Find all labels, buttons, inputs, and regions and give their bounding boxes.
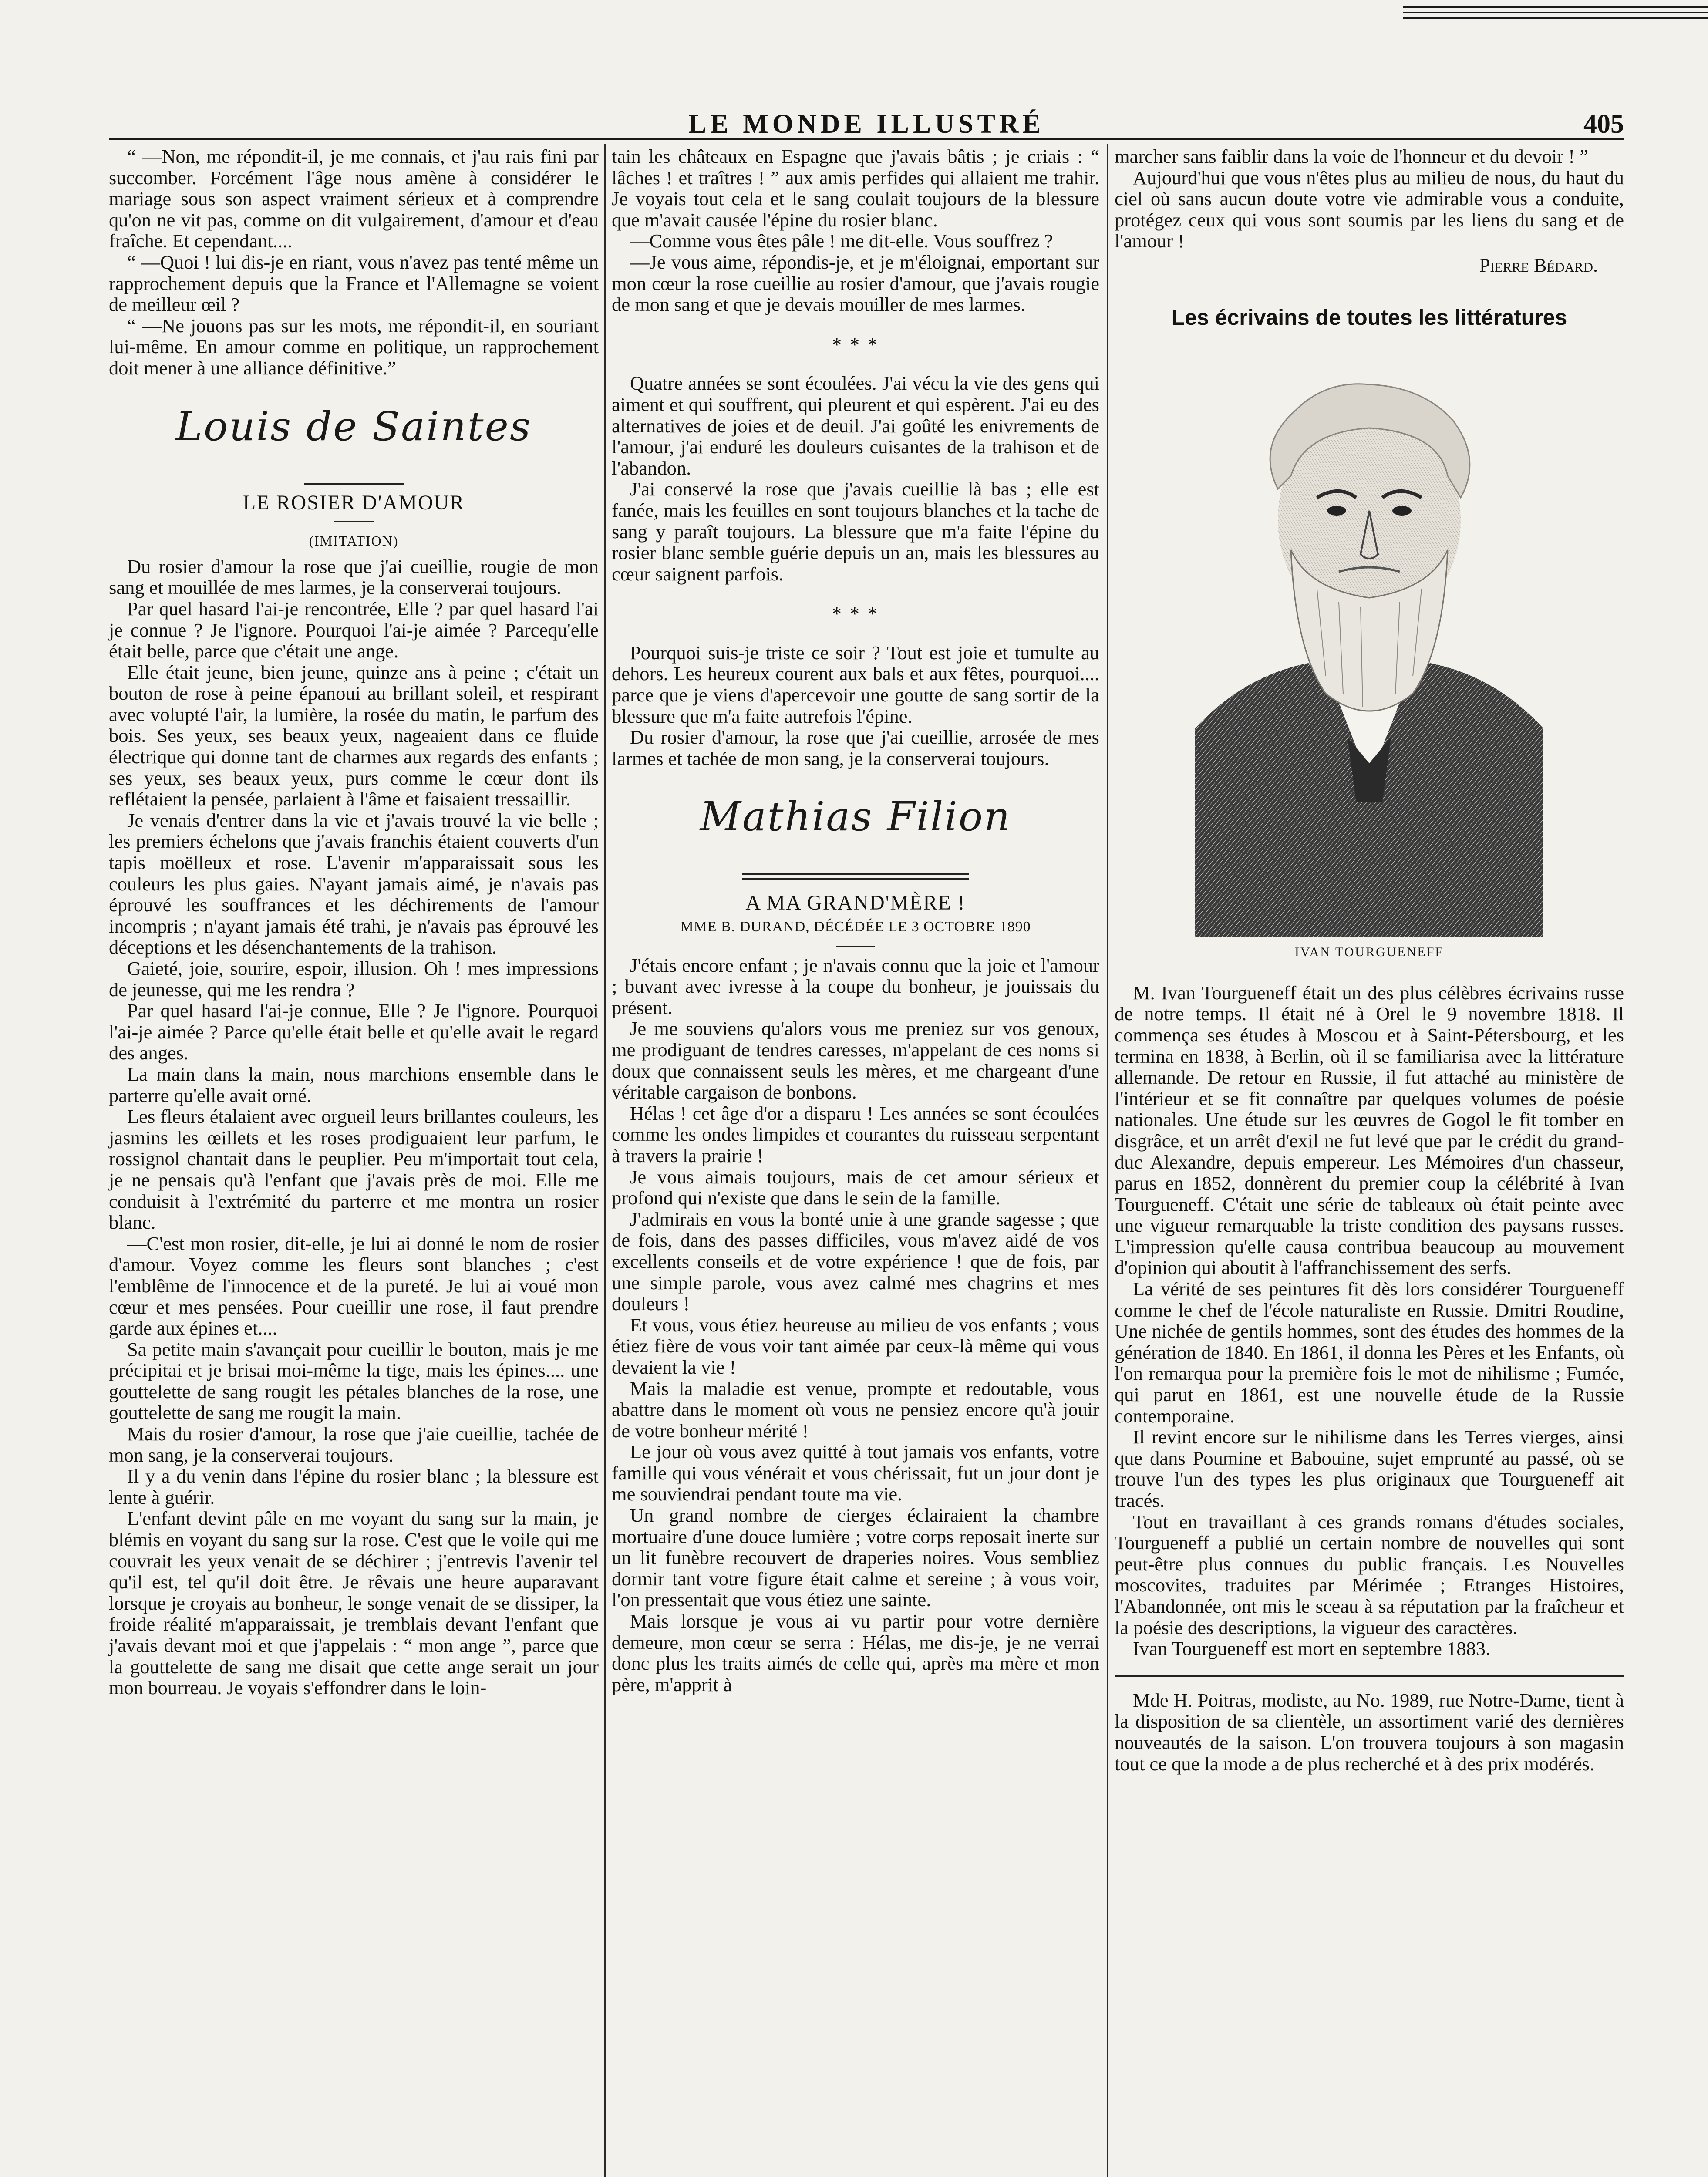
double-rule bbox=[742, 873, 969, 880]
separator-rule bbox=[334, 521, 374, 522]
author-name: Pierre Bédard. bbox=[1479, 254, 1598, 276]
paragraph: Le jour où vous avez quitté à tout jamais vos enfants, votre famille qui vous vénérait et vous chérissait, fut un jour dont je me souviendrai pendant toute ma vie. bbox=[612, 1441, 1099, 1505]
masthead-rule bbox=[109, 138, 1624, 140]
paragraph: J'étais encore enfant ; je n'avais connu que la joie et l'amour ; buvant avec ivresse à la coupe du bonheur, je jouissais du présent. bbox=[612, 954, 1099, 1018]
paragraph: J'admirais en vous la bonté unie à une grande sagesse ; que de fois, dans des passes difficiles, vous m'avez aidé de vos excellents conseils et de votre expérience ! que de fois, par une simple parole, vous avez calmé mes chagrins et mes douleurs ! bbox=[612, 1208, 1099, 1315]
column-rule-2 bbox=[1107, 144, 1108, 2177]
paragraph: tain les châteaux en Espagne que j'avais bâtis ; je criais : “ lâches ! et traîtres ! ” aux amis perfides qui allaient me trahir. Je voyais tout cela et le sang coulait toujours de la blessure que m'avait causée l'épine du rosier blanc. bbox=[612, 145, 1099, 231]
paragraph: marcher sans faiblir dans la voie de l'honneur et du devoir ! ” bbox=[1115, 145, 1588, 167]
article-subtitle: (IMITATION) bbox=[309, 533, 399, 549]
page-number: 405 bbox=[1583, 109, 1624, 139]
paragraph: —Je vous aime, répondis-je, et je m'éloignai, emportant sur mon cœur la rose cueillie au rosier d'amour, que j'avais rougie de mon sang et que je devais mouiller de mes larmes. bbox=[612, 251, 1099, 316]
article-title: A MA GRAND'MÈRE ! bbox=[745, 891, 966, 915]
paragraph: Mais du rosier d'amour, la rose que j'aie cueillie, tachée de mon sang, je la conserverai toujours. bbox=[109, 1423, 599, 1466]
article-title: LE ROSIER D'AMOUR bbox=[243, 491, 465, 514]
signature-mathias-filion: Mathias Filion bbox=[700, 793, 1011, 840]
paragraph: La vérité de ses peintures fit dès lors considérer Tourgueneff comme le chef de l'école naturaliste en Russie. Dmitri Roudine, Une nichée de gentils hommes, sont des études des hommes de la génération de 1840. En 1861, il donna les Pères et les Enfants, où l'on remarqua pour la première fois le mot de nihilisme ; Fumée, qui parut en 1861, est une nouvelle étude de la Russie contemporaine. bbox=[1115, 1278, 1624, 1427]
masthead bbox=[109, 109, 1624, 148]
paragraph: Je vous aimais toujours, mais de cet amour sérieux et profond qui n'existe que dans le sein de la famille. bbox=[612, 1166, 1099, 1209]
paragraph: La main dans la main, nous marchions ensemble dans le parterre qu'elle avait orné. bbox=[109, 1063, 599, 1106]
paragraph: Je venais d'entrer dans la vie et j'avais trouvé la vie belle ; les premiers échelons que j'avais franchis étaient couverts d'un tapis moëlleux et rose. L'avenir m'apparaissait sous les couleurs les plus gaies. N'ayant jamais aimé, je n'avais pas éprouvé les souffrances et les déchirements de l'amour incompris ; n'ayant jamais été trahi, je n'avais pas éprouvé les déceptions et les désenchantements de la trahison. bbox=[109, 809, 599, 958]
paragraph: —C'est mon rosier, dit-elle, je lui ai donné le nom de rosier d'amour. Voyez comme les fleurs sont blanches ; c'est l'emblême de l'innocence et de la pureté. Je lui ai voué mon cœur et mes pensées. Pour cueillir une rose, il faut prendre garde aux épines et.... bbox=[109, 1232, 599, 1339]
paragraph: Il revint encore sur le nihilisme dans les Terres vierges, ainsi que dans Poumine et Babouine, sujet emprunté au passé, où se trouve l'un des types les plus originaux que Tourgueneff ait tracés. bbox=[1115, 1426, 1624, 1511]
separator-rule bbox=[304, 483, 404, 485]
article-subtitle: MME B. DURAND, DÉCÉDÉE LE 3 OCTOBRE 1890 bbox=[680, 919, 1031, 935]
paragraph: Par quel hasard l'ai-je connue, Elle ? Je l'ignore. Pourquoi l'ai-je aimée ? Parce qu'elle était belle et qu'elle avait le regard des anges. bbox=[109, 1000, 599, 1064]
paragraph: Sa petite main s'avançait pour cueillir le bouton, mais je me précipitai et je brisai moi-même la tige, mais les épines.... une gouttelette de sang rougit les pétales blanches de la rose, une gouttelette de sang me rougit la main. bbox=[109, 1338, 599, 1424]
paragraph: Ivan Tourgueneff est mort en septembre 1883. bbox=[1133, 1638, 1491, 1660]
column-2 bbox=[612, 146, 1099, 1695]
separator-rule bbox=[1115, 1675, 1624, 1677]
paragraph: Tout en travaillant à ces grands romans d'études sociales, Tourgueneff a publié un certain nombre de nouvelles qui sont peut-être plus connues du public français. Les Nouvelles moscovites, traduites par Mérimée ; Etranges Histoires, l'Abandonnée, ont mis le sceau à sa réputation par la fraîcheur et la poésie des descriptions, la vigueur des caractères. bbox=[1115, 1510, 1624, 1638]
asterism: * * * bbox=[832, 603, 879, 625]
paragraph: Quatre années se sont écoulées. J'ai vécu la vie des gens qui aiment et qui souffrent, qui pleurent et qui espèrent. J'ai eu des alternatives de joies et de deuil. J'ai goûté les enivrements de l'amour, j'ai enduré les douleurs cuisantes de la trahison et de l'abandon. bbox=[612, 372, 1099, 479]
paragraph: Les fleurs étalaient avec orgueil leurs brillantes couleurs, les jasmins les œillets et les roses prodiguaient leur parfum, le rossignol chantait dans le peuplier. Peu m'importait tout cela, je ne pensais qu'à l'enfant que j'avais près de moi. Elle me conduisit à l'extrémité du parterre et me montra un rosier blanc. bbox=[109, 1105, 599, 1233]
paragraph: Et vous, vous étiez heureuse au milieu de vos enfants ; vous étiez fière de vous voir tant aimée par ceux-là même qui vous devaient la vie ! bbox=[612, 1314, 1099, 1378]
paragraph: “ —Ne jouons pas sur les mots, me répondit-il, en souriant lui-même. En amour comme en politique, un rapprochement doit mener à une alliance définitive.” bbox=[109, 314, 599, 379]
paragraph: Je me souviens qu'alors vous me preniez sur vos genoux, me prodiguant de tendres caresses, m'appelant de ces noms si doux que connaissent seuls les mères, et me chargeant d'une véritable cargaison de bonbons. bbox=[612, 1018, 1099, 1103]
advertisement: Mde H. Poitras, modiste, au No. 1989, rue Notre-Dame, tient à la disposition de sa clientèle, un assortiment varié des dernières nouveautés de la saison. L'on trouvera toujours à son magasin tout ce que la mode a de plus recherché et à des prix modérés. bbox=[1115, 1689, 1624, 1775]
paragraph: Hélas ! cet âge d'or a disparu ! Les années se sont écoulées comme les ondes limpides et courantes du ruisseau serpentant à travers la prairie ! bbox=[612, 1102, 1099, 1166]
column-3 bbox=[1115, 146, 1624, 1774]
paragraph: Mais la maladie est venue, prompte et redoutable, vous abattre dans le moment où vous ne pensiez encore qu'à jouir de votre bonheur mérité ! bbox=[612, 1377, 1099, 1442]
paragraph: Du rosier d'amour la rose que j'ai cueillie, rougie de mon sang et mouillée de mes larmes, je la conserverai toujours. bbox=[109, 555, 599, 599]
paragraph: “ —Quoi ! lui dis-je en riant, vous n'avez pas tenté même un rapprochement depuis que la France et l'Allemagne se voient de meilleur œil ? bbox=[109, 251, 599, 316]
paragraph: M. Ivan Tourgueneff était un des plus célèbres écrivains russe de notre temps. Il était né à Orel le 9 novembre 1818. Il commença ses études à Moscou et à Saint-Pétersbourg, et les termina en 1838, à Berlin, où il se familiarisa avec la littérature allemande. De retour en Russie, il fut attaché au ministère de l'intérieur et se fit connaître par quelques volumes de poésie nationales. Une étude sur les œuvres de Gogol le fit tomber en disgrâce, et un arrêt d'exil ne fut levé que par le crédit du grand-duc Alexandre, depuis empereur. Les Mémoires d'un chasseur, parus en 1852, donnèrent du premier coup la célébrité à Ivan Tourgueneff. C'était une série de tableaux où était peinte avec une vigueur remarquable la triste condition des paysans russes. L'impression qu'elle causa contribua beaucoup au mouvement d'opinion qui aboutit à l'affranchissement des serfs. bbox=[1115, 981, 1624, 1279]
paragraph: Elle était jeune, bien jeune, quinze ans à peine ; c'était un bouton de rose à peine épanoui au brillant soleil, et respirant avec volupté l'air, la lumière, la rosée du matin, le parfum des bois. Ses yeux, ses beaux yeux, nageaient dans ce fluide électrique qui donne tant de charmes aux regards des enfants ; ses yeux, ses beaux yeux, purs comme le cœur dont ils reflétaient la pensée, parlaient à l'âme et faisaient tressaillir. bbox=[109, 661, 599, 810]
portrait-illustration bbox=[1195, 345, 1543, 937]
paragraph: Aujourd'hui que vous n'êtes plus au milieu de nous, du haut du ciel où sans aucun doute votre vie admirable vous a conduite, protégez ceux qui vous sont soumis par les liens du sang et de l'amour ! bbox=[1115, 166, 1624, 252]
paragraph: J'ai conservé la rose que j'avais cueillie là bas ; elle est fanée, mais les feuilles en sont toujours blanches et la tache de sang y paraît toujours. La blessure que m'a faite l'épine du rosier blanc semble guérie depuis un an, mais les blessures au cœur saignent parfois. bbox=[612, 478, 1099, 585]
column-rule-1 bbox=[604, 144, 606, 2177]
paragraph: Par quel hasard l'ai-je rencontrée, Elle ? par quel hasard l'ai je connue ? Je l'ignore. Pourquoi l'ai-je aimée ? Parcequ'elle était belle, parce que c'était une ange. bbox=[109, 597, 599, 662]
paragraph: “ —Non, me répondit-il, je me connais, et j'au rais fini par succomber. Forcément l'âge nous amène à considérer le mariage sous son aspect vraiment sérieux et à comprendre qu'on ne vit pas, comme on dit vulgairement, d'amour et d'eau fraîche. Et cependant.... bbox=[109, 145, 599, 252]
paragraph: Mais lorsque je vous ai vu partir pour votre dernière demeure, mon cœur se serra : Hélas, me dis-je, je ne verrai donc plus les traits aimés de celle qui, après ma mère et mon père, m'apprit à bbox=[612, 1610, 1099, 1695]
section-heading: Les écrivains de toutes les littératures bbox=[1171, 305, 1567, 330]
paragraph: Pourquoi suis-je triste ce soir ? Tout est joie et tumulte au dehors. Les heureux courent aux bals et aux fêtes, pourquoi.... parce que je viens d'apercevoir une goutte de sang sortir de la blessure que m'a faite autrefois l'épine. bbox=[612, 641, 1099, 727]
paragraph: Un grand nombre de cierges éclairaient la chambre mortuaire d'une douce lumière ; votre corps reposait inerte sur un lit funèbre recouvert de draperies noires. Vous sembliez dormir tant votre figure était calme et sereine ; à vous voir, l'on pressentait que vous étiez une sainte. bbox=[612, 1504, 1099, 1611]
column-1 bbox=[109, 146, 599, 1698]
paragraph: Il y a du venin dans l'épine du rosier blanc ; la blessure est lente à guérir. bbox=[109, 1465, 599, 1508]
paragraph: L'enfant devint pâle en me voyant du sang sur la main, je blémis en voyant du sang sur la rose. C'est que le voile qui me couvrait les yeux venait de se déchirer ; j'entrevis l'avenir tel qu'il est, tel qu'il doit être. Je rêvais une heure auparavant lorsque je croyais au bonheur, le songe venait de se dissiper, la froide réalité m'apparaissait, je tremblais devant l'enfant que j'avais devant moi et que j'appelais : “ mon ange ”, parce que la gouttelette de sang me disait que cette ange serait un jour mon bourreau. Je voyais s'effondrer dans le loin- bbox=[109, 1507, 599, 1699]
paragraph: Gaieté, joie, sourire, espoir, illusion. Oh ! mes impressions de jeunesse, qui me les rendra ? bbox=[109, 957, 599, 1001]
asterism: * * * bbox=[832, 334, 879, 355]
top-edge-rules bbox=[1403, 6, 1708, 23]
separator-rule bbox=[836, 946, 875, 947]
signature-louis-de-saintes: Louis de Saintes bbox=[175, 403, 532, 450]
paragraph: Du rosier d'amour, la rose que j'ai cueillie, arrosée de mes larmes et tachée de mon sang, je la conserverai toujours. bbox=[612, 726, 1099, 769]
paragraph: —Comme vous êtes pâle ! me dit-elle. Vous souffrez ? bbox=[630, 230, 1053, 252]
newspaper-title: LE MONDE ILLUSTRÉ bbox=[688, 109, 1044, 139]
portrait-caption: IVAN TOURGUENEFF bbox=[1294, 945, 1444, 960]
